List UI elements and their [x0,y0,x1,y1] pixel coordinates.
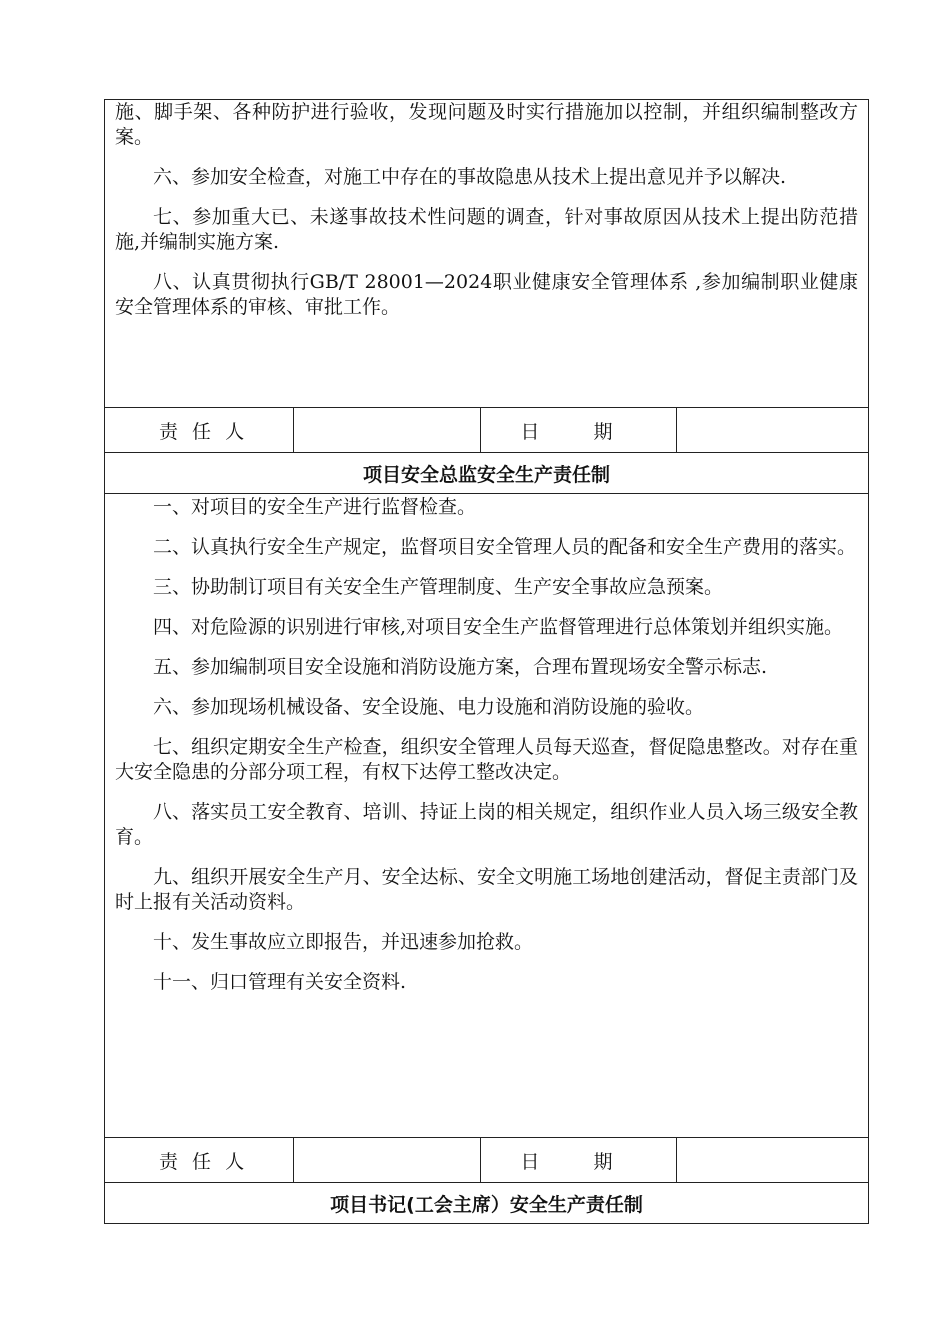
signature-row [105,1138,869,1183]
date-label: 日 期 [481,408,677,453]
paragraph: 八、认真贯彻执行GB/T 28001—2024职业健康安全管理体系 ,参加编制职业健康安全管理体系的审核、审批工作。 [115,271,859,318]
section1-content-row [105,100,869,408]
paragraph: 六、参加安全检查，对施工中存在的事故隐患从技术上提出意见并予以解决. [153,166,787,188]
paragraph: 四、对危险源的识别进行审核,对项目安全生产监督管理进行总体策划并组织实施。 [153,616,844,638]
responsibility-table [104,99,869,1224]
paragraph: 五、参加编制项目安全设施和消防设施方案，合理布置现场安全警示标志. [153,656,768,678]
section2-content [105,494,868,995]
paragraph: 六、参加现场机械设备、安全设施、电力设施和消防设施的验收。 [153,696,705,718]
responsible-person-field[interactable] [294,1138,481,1183]
date-field[interactable] [677,408,869,453]
paragraph: 一、对项目的安全生产进行监督检查。 [153,496,477,518]
paragraph: 十、发生事故应立即报告，并迅速参加抢救。 [153,931,534,953]
section-title: 项目安全总监安全生产责任制 [105,453,869,494]
paragraph: 二、认真执行安全生产规定，监督项目安全管理人员的配备和安全生产费用的落实。 [153,536,857,558]
section-title-row [105,1183,869,1224]
paragraph: 施、脚手架、各种防护进行验收，发现问题及时实行措施加以控制，并组织编制整改方案。 [115,101,859,148]
paragraph: 七、参加重大已、未遂事故技术性问题的调查，针对事故原因从技术上提出防范措施,并编制实施方案. [115,206,859,253]
paragraph: 八、落实员工安全教育、培训、持证上岗的相关规定，组织作业人员入场三级安全教育。 [115,801,859,848]
section2-content-row [105,494,869,1138]
responsible-person-label: 责 任 人 [105,1138,294,1183]
date-field[interactable] [677,1138,869,1183]
section1-content [105,100,868,320]
paragraph: 七、组织定期安全生产检查，组织安全管理人员每天巡查，督促隐患整改。对存在重大安全隐患的分部分项工程，有权下达停工整改决定。 [115,736,859,783]
paragraph: 九、组织开展安全生产月、安全达标、安全文明施工场地创建活动，督促主责部门及时上报有关活动资料。 [115,866,859,913]
responsible-person-field[interactable] [294,408,481,453]
section-title: 项目书记(工会主席）安全生产责任制 [105,1183,869,1224]
section-title-row [105,453,869,494]
date-label: 日 期 [481,1138,677,1183]
signature-row [105,408,869,453]
responsibility-document [104,99,868,1224]
paragraph: 十一、归口管理有关安全资料. [153,971,407,993]
paragraph: 三、协助制订项目有关安全生产管理制度、生产安全事故应急预案。 [153,576,724,598]
responsible-person-label: 责 任 人 [105,408,294,453]
